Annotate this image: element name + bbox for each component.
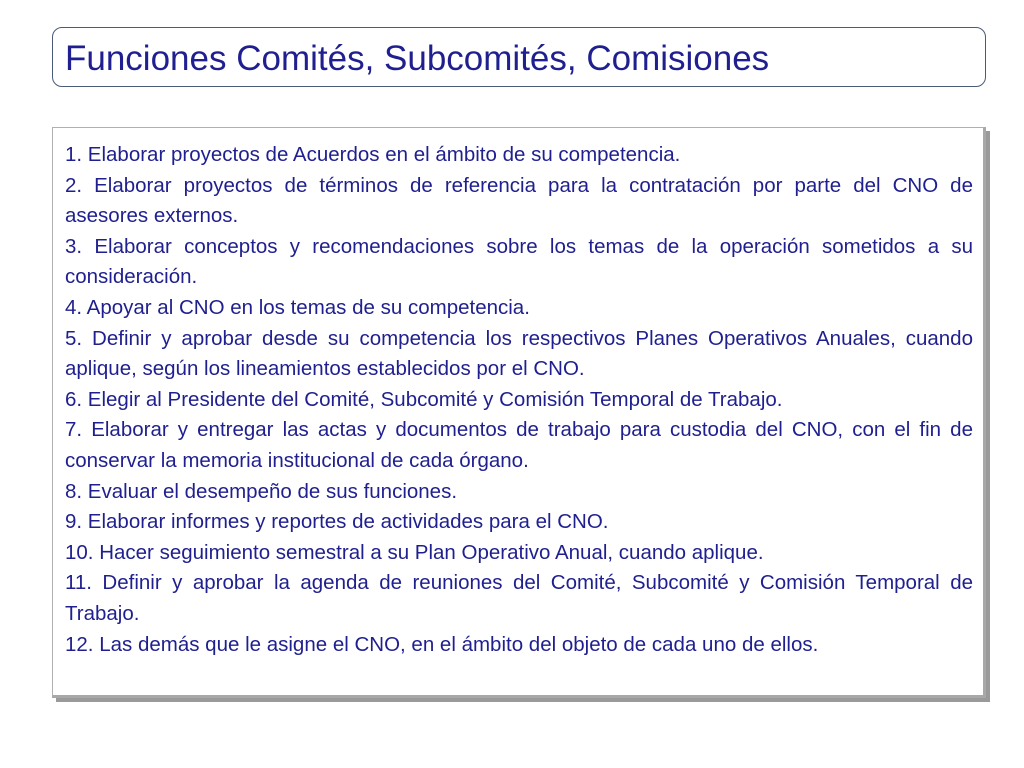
functions-list-box [52, 127, 986, 698]
function-item-10: 10. Hacer seguimiento semestral a su Plan Operativo Anual, cuando aplique. [65, 540, 764, 564]
function-item-8: 8. Evaluar el desempeño de sus funciones. [65, 479, 458, 503]
function-item-5: 5. Definir y aprobar desde su competencia los respectivos Planes Operativos Anuales, cuando aplique, según los lineamientos establecidos por el CNO. [65, 326, 973, 381]
slide-title: Funciones Comités, Subcomités, Comisiones [65, 39, 770, 78]
function-item-3: 3. Elaborar conceptos y recomendaciones sobre los temas de la operación sometidos a su consideración. [65, 234, 973, 289]
function-item-11: 11. Definir y aprobar la agenda de reuniones del Comité, Subcomité y Comisión Temporal de Trabajo. [65, 571, 973, 625]
function-item-1: 1. Elaborar proyectos de Acuerdos en el ámbito de su competencia. [65, 143, 681, 166]
function-item-12: 12. Las demás que le asigne el CNO, en el ámbito del objeto de cada uno de ellos. [65, 632, 819, 656]
function-item-9: 9. Elaborar informes y reportes de actividades para el CNO. [65, 510, 609, 534]
function-item-4: 4. Apoyar al CNO en los temas de su competencia. [65, 295, 530, 319]
function-item-6: 6. Elegir al Presidente del Comité, Subcomité y Comisión Temporal de Trabajo. [65, 387, 783, 411]
function-item-7: 7. Elaborar y entregar las actas y documentos de trabajo para custodia del CNO, con el fin de conservar la memoria institucional de cada órgano. [65, 418, 973, 472]
title-box [52, 27, 986, 87]
function-item-2: 2. Elaborar proyectos de términos de referencia para la contratación por parte del CNO de asesores externos. [65, 173, 973, 228]
